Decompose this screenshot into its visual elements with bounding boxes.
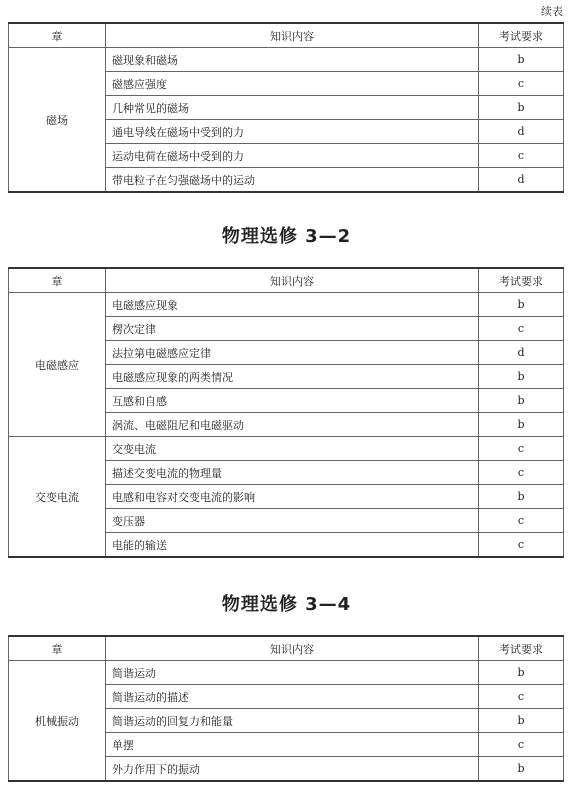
requirement-cell: c bbox=[479, 72, 564, 96]
header-content: 知识内容 bbox=[106, 636, 479, 661]
chapter-cell: 电磁感应 bbox=[9, 293, 106, 437]
requirement-cell: c bbox=[479, 509, 564, 533]
requirement-cell: d bbox=[479, 341, 564, 365]
content-cell: 电磁感应现象 bbox=[106, 293, 479, 317]
table-row bbox=[9, 48, 564, 72]
syllabus-table-magnetism bbox=[8, 22, 564, 193]
chapter-cell: 交变电流 bbox=[9, 437, 106, 558]
table-row bbox=[9, 293, 564, 317]
content-cell: 法拉第电磁感应定律 bbox=[106, 341, 479, 365]
section-title-3-2: 物理选修 3—2 bbox=[221, 226, 352, 247]
content-cell: 涡流、电磁阻尼和电磁驱动 bbox=[106, 413, 479, 437]
content-cell: 通电导线在磁场中受到的力 bbox=[106, 120, 479, 144]
content-cell: 电感和电容对交变电流的影响 bbox=[106, 485, 479, 509]
syllabus-table-3-4 bbox=[8, 635, 564, 782]
header-content: 知识内容 bbox=[106, 268, 479, 293]
header-content: 知识内容 bbox=[106, 23, 479, 48]
requirement-cell: c bbox=[479, 533, 564, 558]
requirement-cell: b bbox=[479, 389, 564, 413]
requirement-cell: d bbox=[479, 120, 564, 144]
content-cell: 简谐运动的描述 bbox=[106, 685, 479, 709]
syllabus-table-3-2 bbox=[8, 267, 564, 558]
requirement-cell: c bbox=[479, 685, 564, 709]
header-row bbox=[9, 23, 564, 48]
requirement-cell: b bbox=[479, 413, 564, 437]
chapter-cell: 磁场 bbox=[9, 48, 106, 193]
requirement-cell: d bbox=[479, 168, 564, 193]
header-requirement: 考试要求 bbox=[479, 636, 564, 661]
content-cell: 几种常见的磁场 bbox=[106, 96, 479, 120]
content-cell: 外力作用下的振动 bbox=[106, 757, 479, 782]
content-cell: 交变电流 bbox=[106, 437, 479, 461]
header-chapter: 章 bbox=[9, 636, 106, 661]
requirement-cell: b bbox=[479, 709, 564, 733]
content-cell: 变压器 bbox=[106, 509, 479, 533]
requirement-cell: b bbox=[479, 365, 564, 389]
content-cell: 互感和自感 bbox=[106, 389, 479, 413]
header-requirement: 考试要求 bbox=[479, 23, 564, 48]
content-cell: 运动电荷在磁场中受到的力 bbox=[106, 144, 479, 168]
header-row bbox=[9, 268, 564, 293]
header-chapter: 章 bbox=[9, 23, 106, 48]
requirement-cell: c bbox=[479, 733, 564, 757]
content-cell: 描述交变电流的物理量 bbox=[106, 461, 479, 485]
content-cell: 简谐运动的回复力和能量 bbox=[106, 709, 479, 733]
requirement-cell: b bbox=[479, 485, 564, 509]
requirement-cell: c bbox=[479, 437, 564, 461]
content-cell: 带电粒子在匀强磁场中的运动 bbox=[106, 168, 479, 193]
content-cell: 电能的输送 bbox=[106, 533, 479, 558]
section-title-3-4: 物理选修 3—4 bbox=[221, 594, 352, 615]
content-cell: 磁现象和磁场 bbox=[106, 48, 479, 72]
content-cell: 单摆 bbox=[106, 733, 479, 757]
requirement-cell: b bbox=[479, 757, 564, 782]
content-cell: 简谐运动 bbox=[106, 661, 479, 685]
table-row bbox=[9, 661, 564, 685]
requirement-cell: c bbox=[479, 144, 564, 168]
content-cell: 磁感应强度 bbox=[106, 72, 479, 96]
content-cell: 电磁感应现象的两类情况 bbox=[106, 365, 479, 389]
requirement-cell: b bbox=[479, 96, 564, 120]
requirement-cell: c bbox=[479, 317, 564, 341]
header-requirement: 考试要求 bbox=[479, 268, 564, 293]
requirement-cell: b bbox=[479, 661, 564, 685]
requirement-cell: b bbox=[479, 293, 564, 317]
content-cell: 楞次定律 bbox=[106, 317, 479, 341]
table-row bbox=[9, 437, 564, 461]
requirement-cell: c bbox=[479, 461, 564, 485]
requirement-cell: b bbox=[479, 48, 564, 72]
continued-label: 续表 bbox=[541, 5, 563, 18]
chapter-cell: 机械振动 bbox=[9, 661, 106, 782]
header-row bbox=[9, 636, 564, 661]
header-chapter: 章 bbox=[9, 268, 106, 293]
